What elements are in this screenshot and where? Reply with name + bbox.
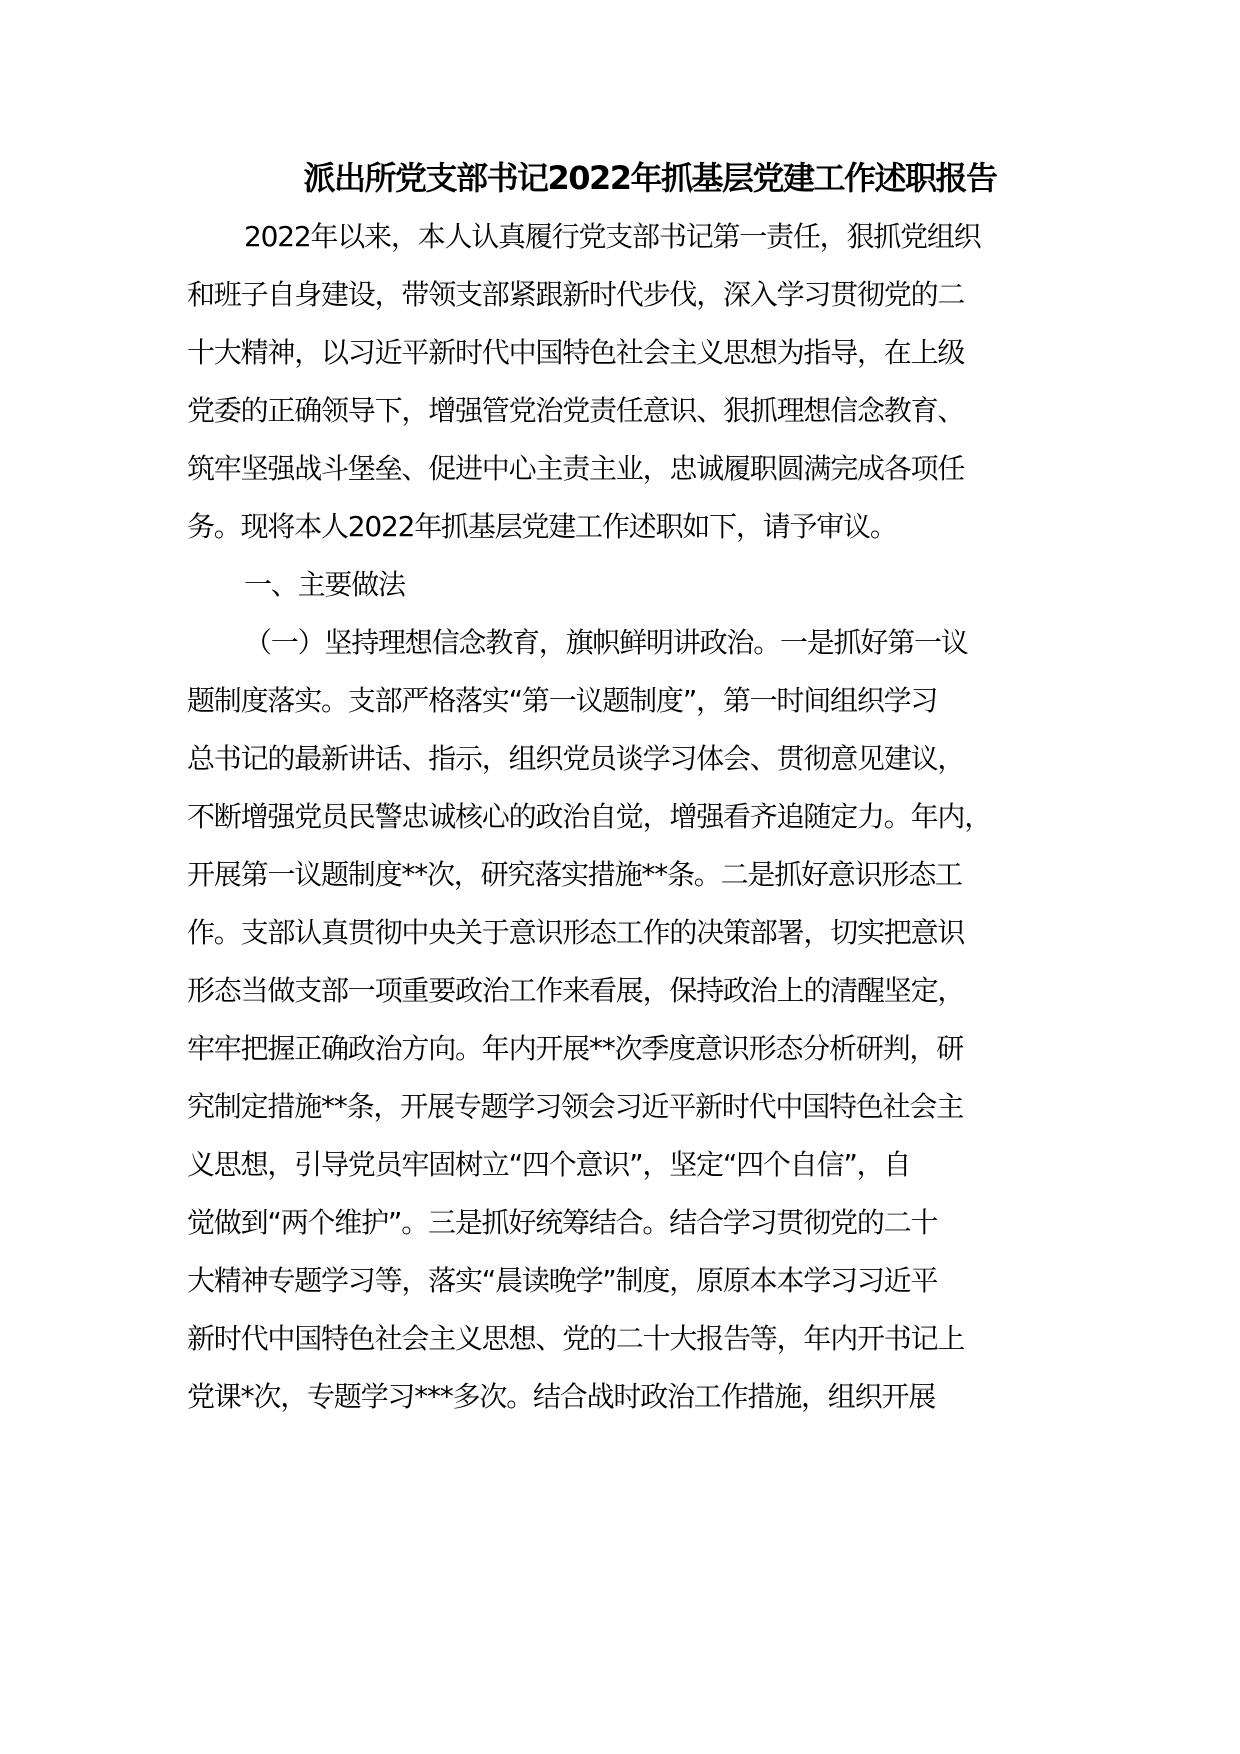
paragraph-line: 大精神专题学习等，落实“晨读晚学”制度，原原本本学习习近平 xyxy=(187,1264,938,1297)
section-heading: 一、主要做法 xyxy=(244,568,405,601)
paragraph-line: 开展第一议题制度**次，研究落实措施**条。二是抓好意识形态工 xyxy=(187,858,962,891)
document-title: 派出所党支部书记2022年抓基层党建工作述职报告 xyxy=(303,159,997,197)
paragraph-line: 作。支部认真贯彻中央关于意识形态工作的决策部署，切实把意识 xyxy=(187,916,965,949)
paragraph-line: 党课*次，专题学习***多次。结合战时政治工作措施，组织开展 xyxy=(187,1380,936,1413)
paragraph-line: 题制度落实。支部严格落实“第一议题制度”，第一时间组织学习 xyxy=(187,684,938,717)
paragraph-line: 务。现将本人2022年抓基层党建工作述职如下，请予审议。 xyxy=(187,510,897,543)
paragraph-line: 不断增强党员民警忠诚核心的政治自觉，增强看齐追随定力。年内， xyxy=(187,800,992,833)
paragraph-line: 义思想，引导党员牢固树立“四个意识”，坚定“四个自信”，自 xyxy=(187,1148,911,1181)
paragraph-line: 究制定措施**条，开展专题学习领会习近平新时代中国特色社会主 xyxy=(187,1090,964,1123)
subsection-line: （一）坚持理想信念教育，旗帜鲜明讲政治。一是抓好第一议 xyxy=(244,626,968,659)
paragraph-line: 形态当做支部一项重要政治工作来看展，保持政治上的清醒坚定， xyxy=(187,974,965,1007)
paragraph-line: 觉做到“两个维护”。三是抓好统筹结合。结合学习贯彻党的二十 xyxy=(187,1206,938,1239)
paragraph-line: 总书记的最新讲话、指示，组织党员谈学习体会、贯彻意见建议， xyxy=(187,742,965,775)
paragraph-line: 2022年以来，本人认真履行党支部书记第一责任，狠抓党组织 xyxy=(244,220,981,253)
paragraph-line: 筑牢坚强战斗堡垒、促进中心主责主业，忠诚履职圆满完成各项任 xyxy=(187,452,965,485)
paragraph-line: 新时代中国特色社会主义思想、党的二十大报告等，年内开书记上 xyxy=(187,1322,965,1355)
paragraph-line: 党委的正确领导下，增强管党治党责任意识、狠抓理想信念教育、 xyxy=(187,394,965,427)
paragraph-line: 十大精神，以习近平新时代中国特色社会主义思想为指导，在上级 xyxy=(187,336,965,369)
paragraph-line: 和班子自身建设，带领支部紧跟新时代步伐，深入学习贯彻党的二 xyxy=(187,278,965,311)
paragraph-line: 牢牢把握正确政治方向。年内开展**次季度意识形态分析研判，研 xyxy=(187,1032,964,1065)
